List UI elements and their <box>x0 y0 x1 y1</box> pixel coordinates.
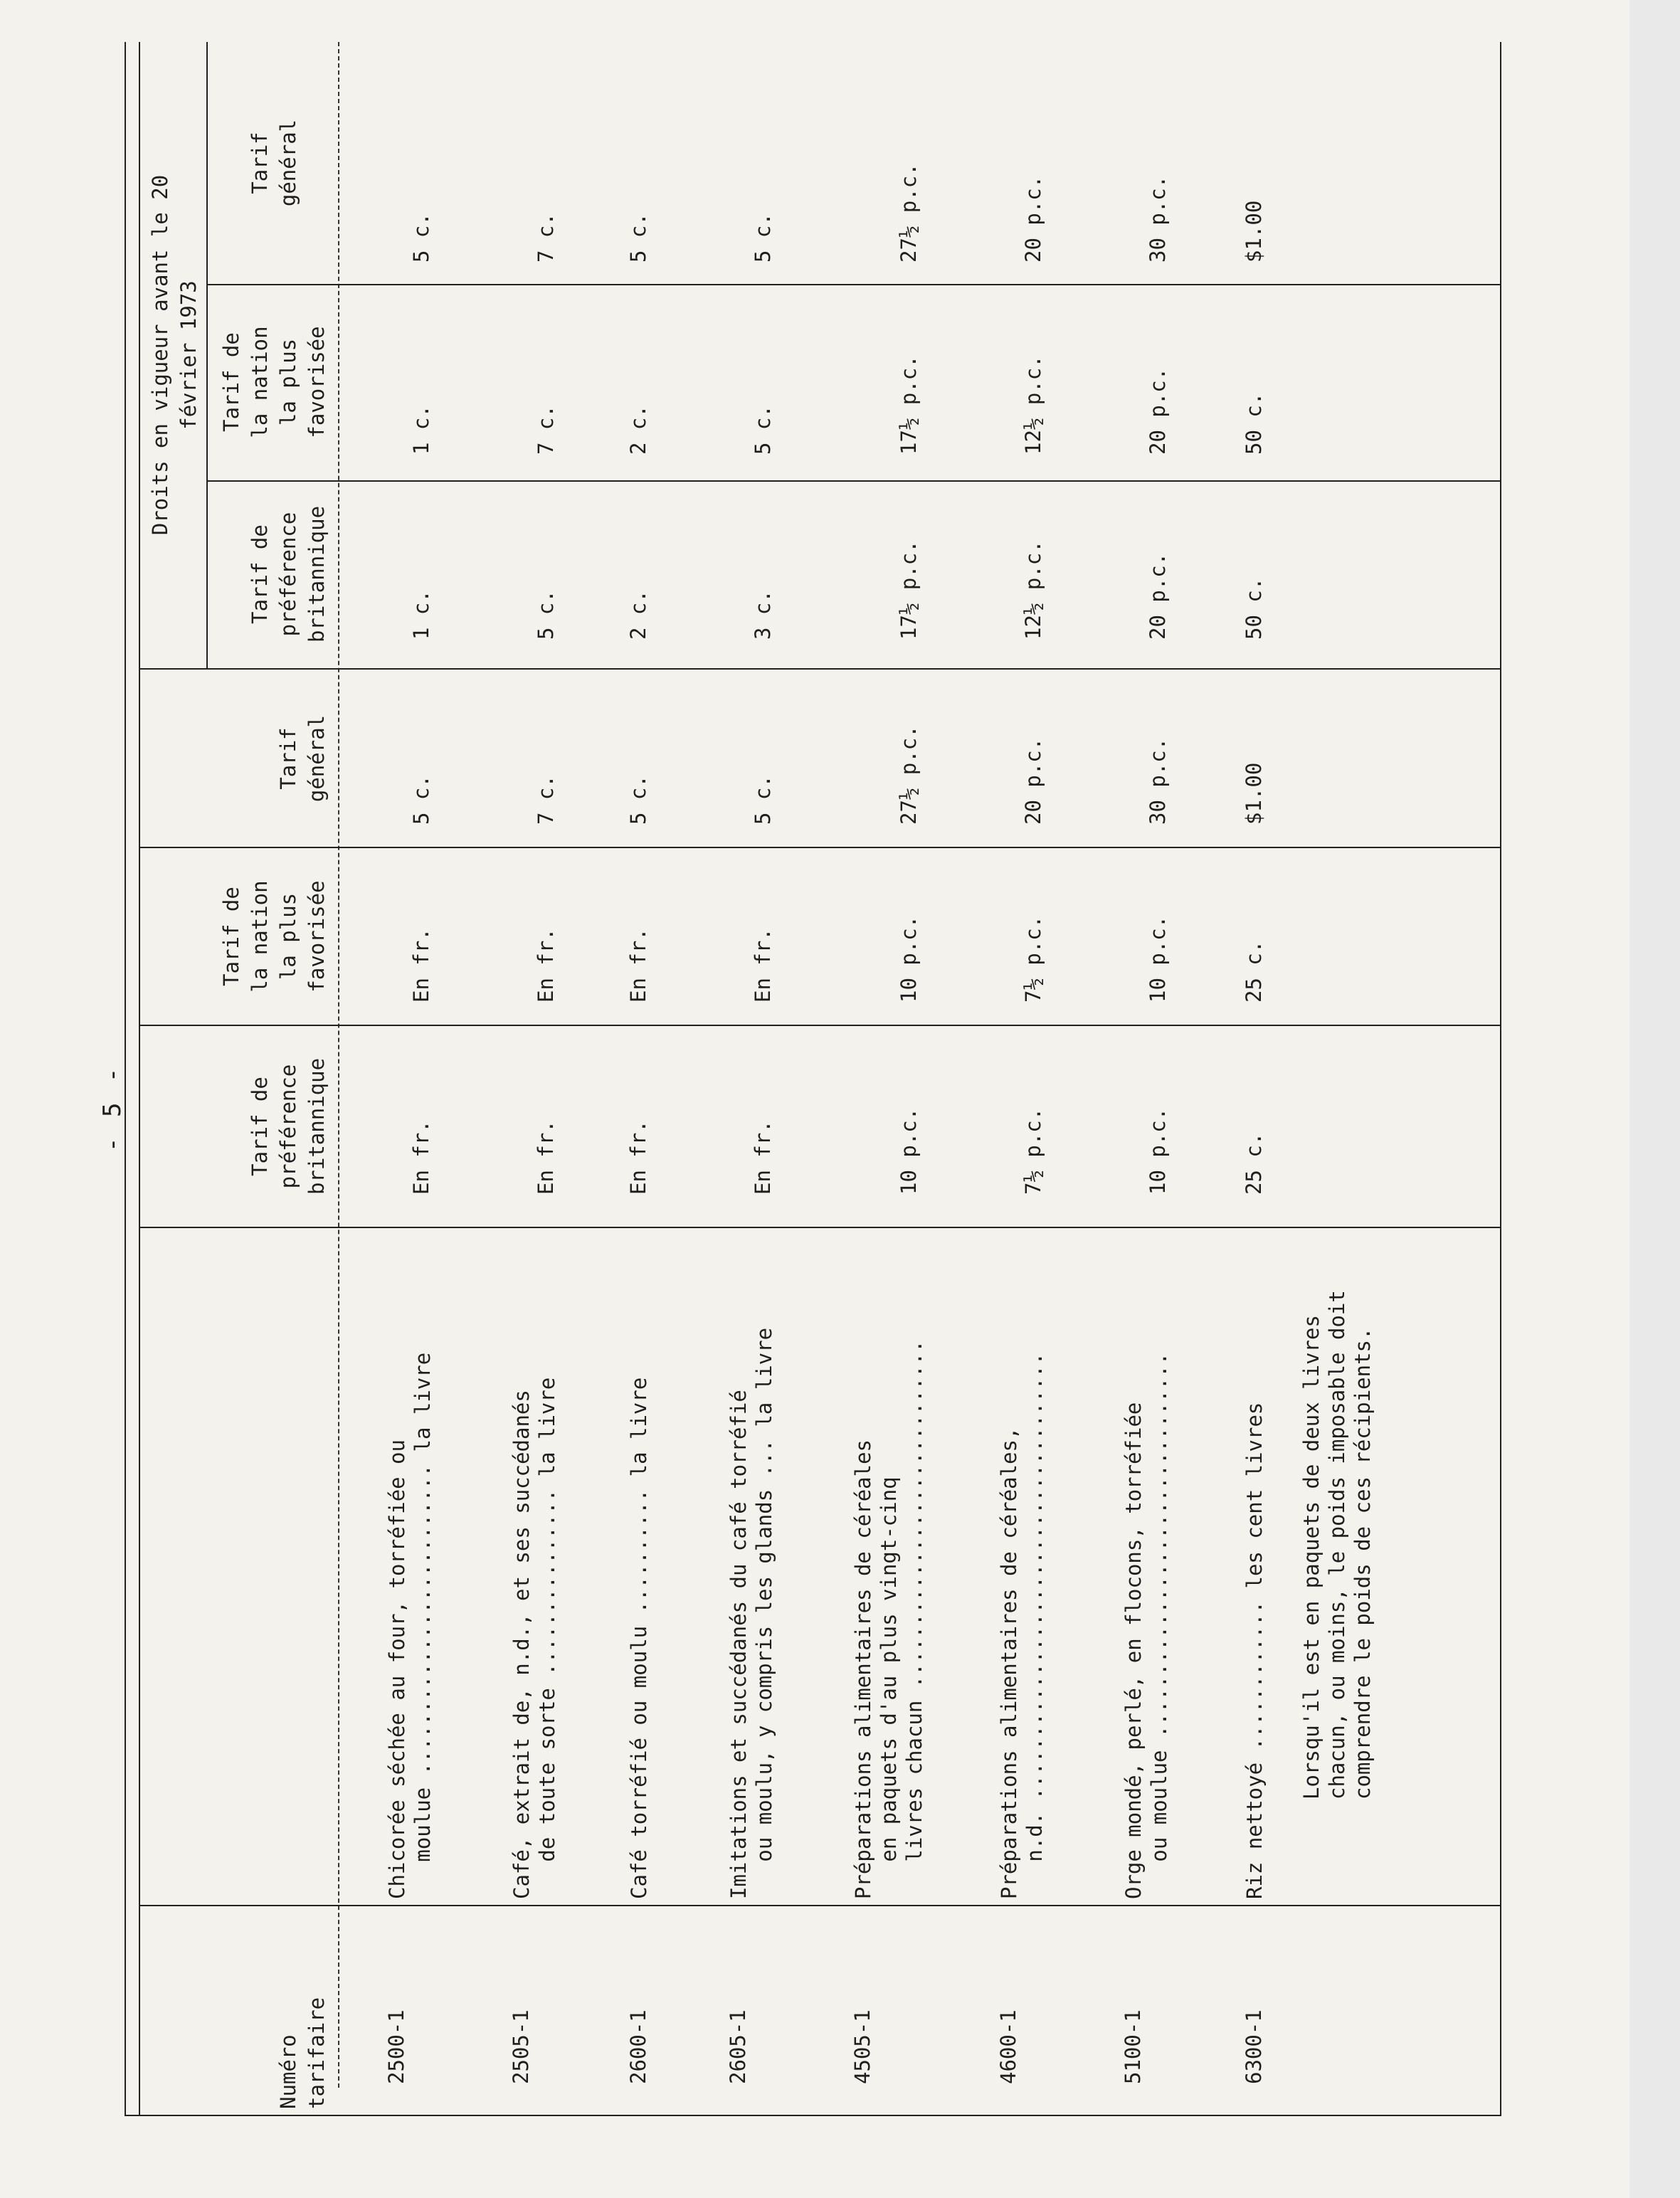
row-gen: 27½ p.c. <box>897 725 921 825</box>
row-mfn2: 20 p.c. <box>1146 367 1170 455</box>
header-bp-1: Tarif de préférence britannique <box>248 1057 329 1195</box>
row-gen2: 5 c. <box>751 213 775 263</box>
page-edge <box>1629 0 1680 2198</box>
row-bp: 7½ p.c. <box>1021 1107 1045 1195</box>
row-bp: En fr. <box>409 1120 433 1195</box>
row-gen: 20 p.c. <box>1021 737 1045 825</box>
col-sep-2 <box>139 1227 1500 1228</box>
row-bp: En fr. <box>626 1120 650 1195</box>
row-bp: En fr. <box>534 1120 558 1195</box>
row-number: 4600-1 <box>996 2009 1020 2084</box>
header-bp-2: Tarif de préférence britannique <box>248 505 329 643</box>
row-mfn2: 2 c. <box>626 405 650 455</box>
header-mfn-2: Tarif de la nation la plus favorisée <box>219 326 329 438</box>
row-gen: 5 c. <box>409 775 433 825</box>
row-bp2: 5 c. <box>534 590 558 640</box>
group-header-rule <box>206 42 208 670</box>
row-number: 5100-1 <box>1121 2009 1145 2084</box>
header-mfn-1: Tarif de la nation la plus favorisée <box>219 880 329 993</box>
row-number: 2505-1 <box>509 2009 533 2084</box>
row-bp: En fr. <box>751 1120 775 1195</box>
header-group-title: Droits en vigueur avant le 20 février 1973 <box>148 174 201 536</box>
row-gen2: $1.00 <box>1242 200 1266 263</box>
row-bp2: 50 c. <box>1242 577 1266 640</box>
row-gen2: 30 p.c. <box>1146 175 1170 263</box>
header-gen-2: Tarif général <box>248 119 300 207</box>
row-gen: 7 c. <box>534 775 558 825</box>
row-mfn2: 50 c. <box>1242 392 1266 455</box>
row-mfn: En fr. <box>409 928 433 1003</box>
row-mfn2: 12½ p.c. <box>1021 355 1045 455</box>
col-sep-7 <box>206 284 1500 285</box>
row-bp2: 12½ p.c. <box>1021 540 1045 640</box>
row-description: Riz nettoyé ............ les cent livres <box>1242 1402 1267 1899</box>
row-mfn: 7½ p.c. <box>1021 915 1045 1003</box>
header-tariff-number: Numéro tarifaire <box>276 1997 329 2109</box>
row-bp2: 1 c. <box>409 590 433 640</box>
row-description: Préparations alimentaires de céréales en paquets d'au plus vingt-cinq livres chacun ............................ <box>851 1340 926 1899</box>
col-sep-3 <box>139 1025 1500 1026</box>
row-mfn: 25 c. <box>1242 940 1266 1003</box>
row-number: 2605-1 <box>726 2009 750 2084</box>
row-description: Café torréfié ou moulu .......... la livre <box>627 1377 651 1899</box>
top-border-rule-2 <box>139 42 140 2116</box>
left-border <box>125 2115 1500 2116</box>
row-bp2: 20 p.c. <box>1146 552 1170 640</box>
row-description: Orge mondé, perlé, en flocons, torréfiée ou moulue ............................... <box>1121 1352 1171 1899</box>
row-mfn: 10 p.c. <box>1146 915 1170 1003</box>
row-mfn: En fr. <box>751 928 775 1003</box>
col-sep-1 <box>139 1905 1500 1906</box>
row-mfn: En fr. <box>534 928 558 1003</box>
row-mfn2: 17½ p.c. <box>897 355 921 455</box>
header-separator <box>338 42 339 2088</box>
row-mfn2: 7 c. <box>534 405 558 455</box>
row-bp: 10 p.c. <box>1146 1107 1170 1195</box>
row-number: 4505-1 <box>850 2009 875 2084</box>
row-bp2: 2 c. <box>626 590 650 640</box>
row-gen2: 5 c. <box>409 213 433 263</box>
row-mfn: 10 p.c. <box>897 915 921 1003</box>
row-number: 6300-1 <box>1242 2009 1266 2084</box>
row-gen: $1.00 <box>1242 762 1266 825</box>
row-gen2: 5 c. <box>626 213 650 263</box>
row-gen: 30 p.c. <box>1146 737 1170 825</box>
footnote: Lorsqu'il est en paquets de deux livres chacun, ou moins, le poids imposable doit comprendre le poids de ces récipients. <box>1299 1290 1375 1800</box>
row-gen: 5 c. <box>751 775 775 825</box>
header-gen-1: Tarif général <box>276 714 329 803</box>
row-mfn: En fr. <box>626 928 650 1003</box>
row-description: Chicorée séchée au four, torréfiée ou moulue ......................... la livre <box>385 1352 435 1899</box>
bottom-border-rule <box>1500 42 1501 2116</box>
row-bp: 25 c. <box>1242 1132 1266 1195</box>
row-gen2: 7 c. <box>534 213 558 263</box>
row-description: Café, extrait de, n.d., et ses succédanés de toute sorte ............... la livre <box>509 1377 559 1899</box>
row-number: 2500-1 <box>384 2009 408 2084</box>
col-sep-4 <box>139 847 1500 848</box>
row-gen: 5 c. <box>626 775 650 825</box>
row-gen2: 27½ p.c. <box>897 163 921 263</box>
row-description: Préparations alimentaires de céréales, n.d. .................................... <box>997 1352 1047 1899</box>
row-mfn2: 1 c. <box>409 405 433 455</box>
col-sep-5 <box>139 668 1500 670</box>
page-number: - 5 - <box>98 1064 127 1152</box>
row-description: Imitations et succédanés du café torréfié ou moulu, y compris les glands ... la livre <box>727 1327 776 1899</box>
row-bp2: 3 c. <box>751 590 775 640</box>
col-sep-6 <box>206 480 1500 482</box>
row-gen2: 20 p.c. <box>1021 175 1045 263</box>
row-number: 2600-1 <box>626 2009 650 2084</box>
row-bp: 10 p.c. <box>897 1107 921 1195</box>
row-mfn2: 5 c. <box>751 405 775 455</box>
top-border-rule <box>125 42 126 2116</box>
row-bp2: 17½ p.c. <box>897 540 921 640</box>
